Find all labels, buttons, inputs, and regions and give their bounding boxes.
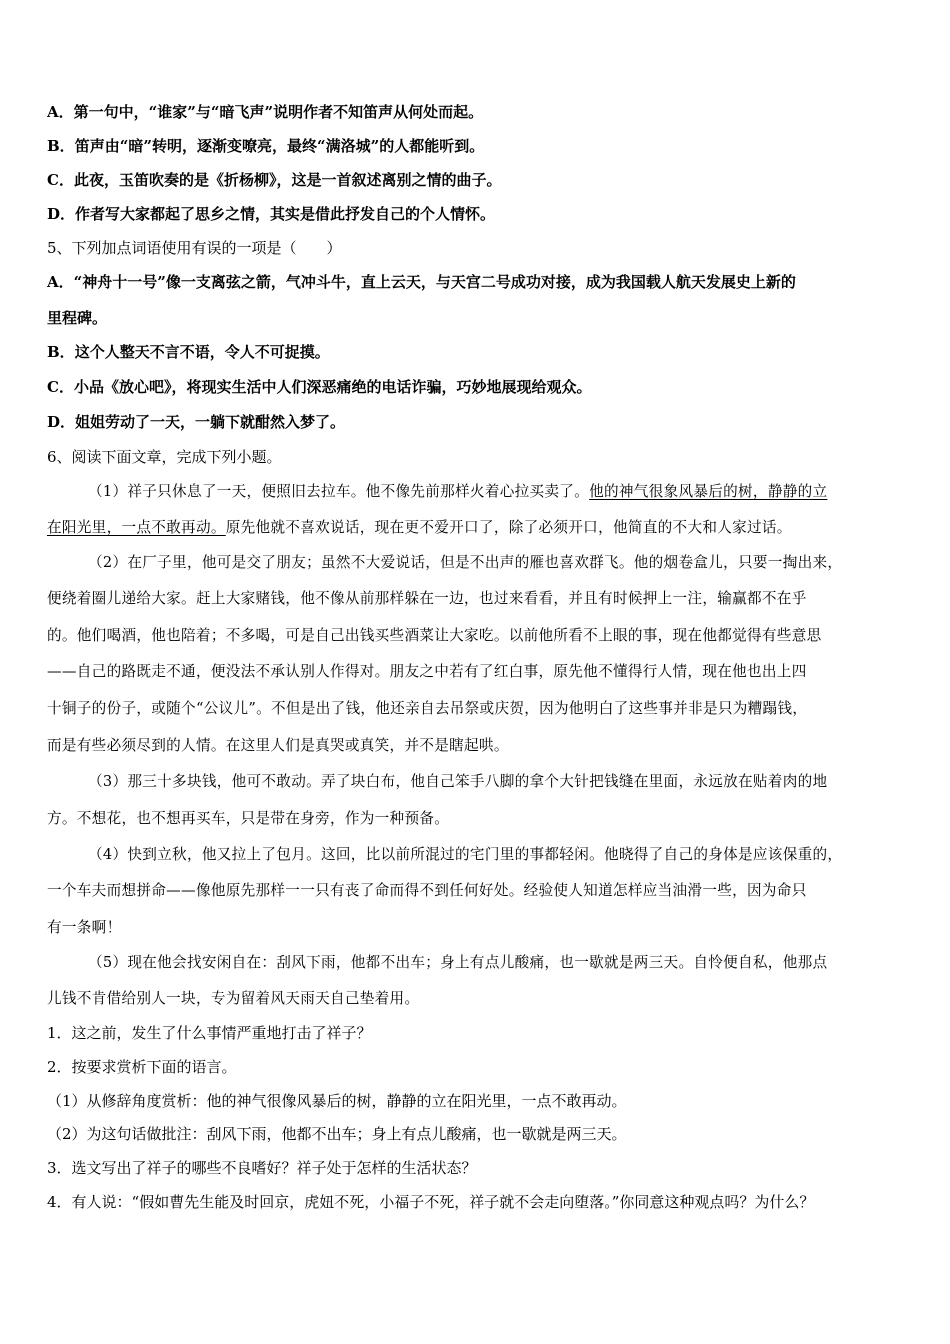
option-label: D． (47, 413, 76, 431)
subquestion-1: 1．这之前，发生了什么事情严重地打击了祥子？ (47, 1024, 372, 1042)
underlined-sentence: 他的神气很象风暴后的树，静静的立 (589, 483, 828, 500)
q5-option-b (47, 342, 920, 362)
option-text: “神舟十一号”像一支离弦之箭，气冲斗牛，直上云天，与天宫二号成功对接，成为我国载人航天发展史上新的 (73, 273, 796, 291)
q4-option-b (47, 136, 920, 156)
option-label: C． (47, 378, 74, 396)
subquestion-3: 3．选文写出了祥子的哪些不良嗜好？祥子处于怎样的生活状态？ (47, 1159, 477, 1177)
passage-p2-line3: 的。他们喝酒，他也陪着；不多喝，可是自己出钱买些酒菜让大家吃。以前他所看不上眼的事，现在他都觉得有些意思 (47, 627, 822, 644)
option-text: 小品《放心吧》，将现实生活中人们深恶痛绝的电话诈骗，巧妙地展现给观众。 (73, 378, 592, 396)
passage-p3-line2: 方。不想花，也不想再买车，只是带在身旁，作为一种预备。 (47, 810, 450, 827)
passage-p1-line1 (88, 482, 920, 502)
q4-option-d (47, 204, 920, 224)
q5-stem: 5、下列加点词语使用有误的一项是（ ） (47, 239, 342, 257)
option-text: 作者写大家都起了思乡之情，其实是借此抒发自己的个人情怀。 (75, 205, 496, 223)
option-text: 笛声由“暗”转明，逐渐变嘹亮，最终“满洛城”的人都能听到。 (74, 137, 485, 155)
q4-option-a (47, 102, 920, 122)
passage-p2-line6: 而是有些必须尽到的人情。在这里人们是真哭或真笑，并不是瞎起哄。 (47, 737, 509, 754)
subquestion-2: 2．按要求赏析下面的语言。 (47, 1058, 237, 1076)
q5-option-a-continued: 里程碑。 (47, 309, 108, 327)
passage-p4-line1: （4）快到立秋，他又拉上了包月。这回，比以前所混过的宅门里的事都轻闲。他晓得了自己的身体是应该保重的， (88, 846, 843, 863)
option-label: A． (47, 103, 74, 121)
passage-p2-line5: 十铜子的份子，或随个“公议儿”。不但是出了钱，他还亲自去吊祭或庆贺，因为他明白了这些事并非是只为糟蹋钱， (47, 700, 808, 717)
q4-option-c (47, 170, 920, 190)
underlined-sentence: 在阳光里，一点不敢再动。 (47, 519, 226, 536)
passage-p3-line1: （3）那三十多块钱，他可不敢动。弄了块白布，他自己笨手八脚的拿个大针把钱缝在里面，永远放在贴着肉的地 (88, 773, 828, 790)
q5-option-a (47, 272, 920, 292)
q5-option-d (47, 412, 920, 432)
passage-p1-line2 (47, 518, 920, 538)
passage-p5-line1: （5）现在他会找安闲自在：刮风下雨，他都不出车；身上有点儿酸痛，也一歇就是两三天。自怜便自私，他那点 (88, 954, 828, 971)
subquestion-2-part-1: （1）从修辞角度赏析：他的神气很像风暴后的树，静静的立在阳光里，一点不敢再动。 (47, 1092, 627, 1110)
option-text: 这个人整天不言不语，令人不可捉摸。 (74, 343, 330, 361)
passage-p2-line4: ——自己的路既走不通，便没法不承认别人作得对。朋友之中若有了红白事，原先他不懂得行人情，现在他也出上四 (47, 663, 807, 680)
option-label: B． (47, 343, 75, 361)
subquestion-2-part-2: （2）为这句话做批注：刮风下雨，他都不出车；身上有点儿酸痛，也一歇就是两三天。 (47, 1125, 627, 1143)
passage-p4-line3: 有一条啊！ (47, 919, 122, 936)
passage-text: 原先他就不喜欢说话，现在更不爱开口了，除了必须开口，他简直的不大和人家过话。 (225, 519, 792, 536)
passage-p2-line2: 便绕着圈儿递给大家。赶上大家赌钱，他不像从前那样躲在一边，也过来看看，并且有时候押上一注，输赢都不在乎 (47, 590, 807, 607)
passage-p5-line2: 儿钱不肯借给别人一块，专为留着风天雨天自己垫着用。 (47, 990, 420, 1007)
subquestion-4: 4．有人说：“假如曹先生能及时回京，虎妞不死，小福子不死，祥子就不会走向堕落。”你同意这种观点吗？为什么？ (47, 1193, 815, 1211)
option-label: A． (47, 273, 74, 291)
option-label: C． (47, 171, 74, 189)
q5-option-c (47, 377, 920, 397)
passage-p2-line1: （2）在厂子里，他可是交了朋友；虽然不大爱说话，但是不出声的雁也喜欢群飞。他的烟卷盒儿，只要一掏出来， (88, 554, 843, 571)
q6-stem: 6、阅读下面文章，完成下列小题。 (47, 448, 282, 466)
passage-p4-line2: 一个车夫而想拼命——像他原先那样一一只有丧了命而得不到任何好处。经验使人知道怎样应当油滑一些，因为命只 (47, 882, 807, 899)
option-text: 此夜，玉笛吹奏的是《折杨柳》，这是一首叙述离别之情的曲子。 (73, 171, 502, 189)
option-text: 第一句中，“谁家”与“暗飞声”说明作者不知笛声从何处而起。 (73, 103, 484, 121)
option-text: 姐姐劳动了一天，一躺下就酣然入梦了。 (75, 413, 346, 431)
option-label: D． (47, 205, 76, 223)
option-label: B． (47, 137, 75, 155)
passage-text: （1）祥子只休息了一天，便照旧去拉车。他不像先前那样火着心拉买卖了。 (88, 483, 590, 500)
